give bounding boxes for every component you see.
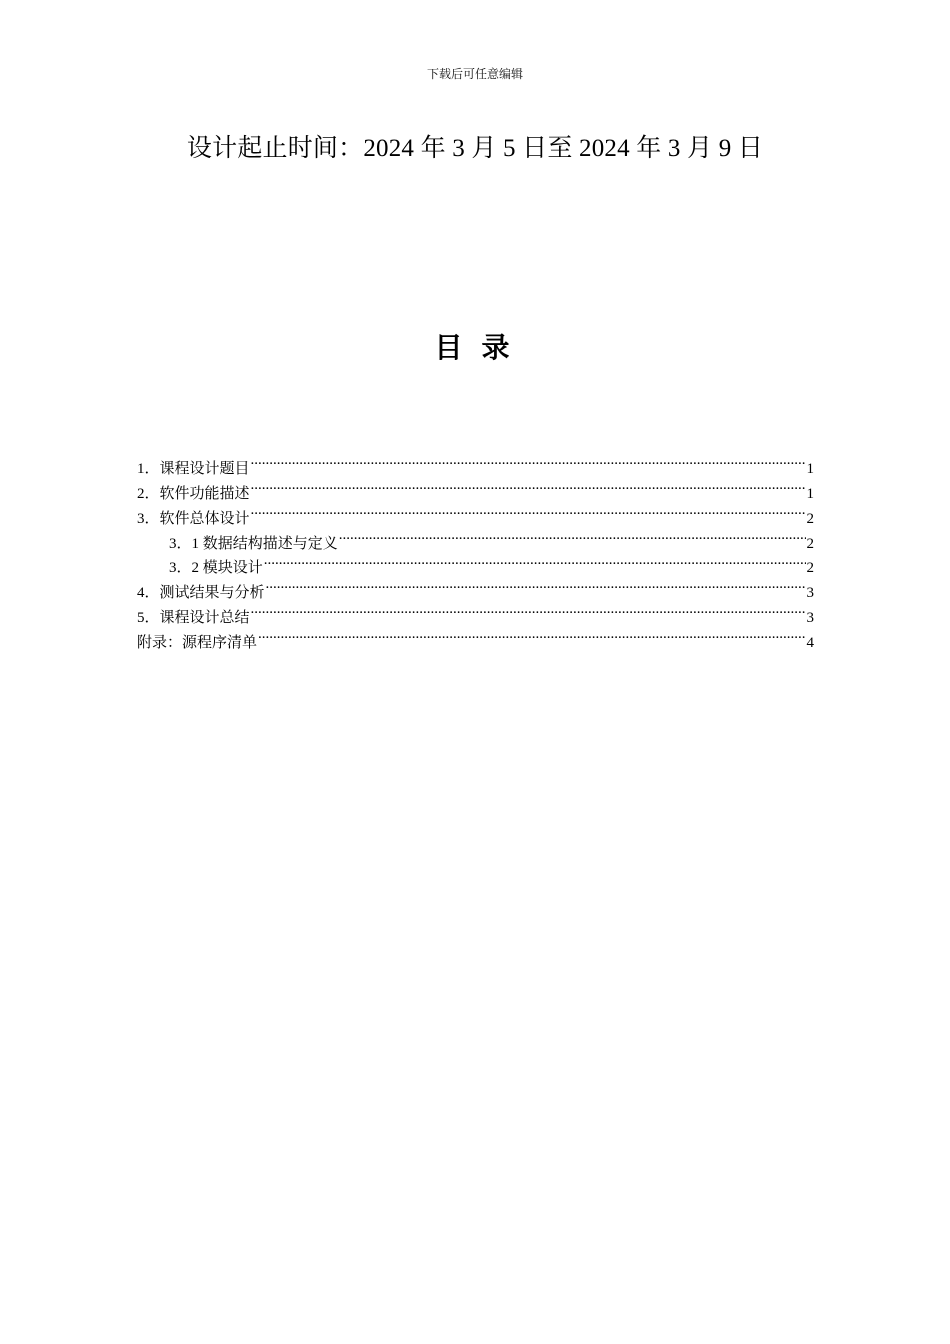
toc-entry-page: 3 <box>806 610 814 627</box>
toc-entry-label: 附录：源程序清单 <box>137 635 258 652</box>
toc-dot-leader <box>251 473 806 498</box>
toc-entry-label: 3．2 模块设计 <box>169 560 263 577</box>
toc-entry[interactable] <box>137 448 814 477</box>
toc-entry-page: 1 <box>806 485 814 502</box>
design-time-text: 设计起止时间：2024 年 3 月 5 日至 2024 年 3 月 9 日 <box>186 135 764 162</box>
toc-dot-leader <box>264 548 806 573</box>
toc-entry-label: 3．1 数据结构描述与定义 <box>169 535 338 552</box>
toc-entry-label: 1．课程设计题目 <box>137 460 250 477</box>
toc-entry-label: 3．软件总体设计 <box>137 510 250 527</box>
table-of-contents <box>137 448 814 652</box>
toc-dot-leader <box>266 572 806 597</box>
toc-entry-page: 1 <box>806 460 814 477</box>
toc-entry-label: 4．测试结果与分析 <box>137 585 265 602</box>
toc-dot-leader <box>251 448 806 473</box>
toc-entry-label: 2．软件功能描述 <box>137 485 250 502</box>
header-note: 下载后可任意编辑 <box>426 67 523 81</box>
toc-entry-page: 2 <box>806 535 814 552</box>
toc-entry-page: 4 <box>806 635 814 652</box>
toc-title: 目 录 <box>434 333 516 364</box>
toc-entry-page: 2 <box>806 510 814 527</box>
toc-dot-leader <box>339 523 806 548</box>
toc-entry-label: 5．课程设计总结 <box>137 610 250 627</box>
toc-dot-leader <box>251 597 806 622</box>
toc-entry-page: 3 <box>806 585 814 602</box>
toc-dot-leader <box>258 622 805 647</box>
toc-entry-page: 2 <box>806 560 814 577</box>
toc-dot-leader <box>251 498 806 523</box>
